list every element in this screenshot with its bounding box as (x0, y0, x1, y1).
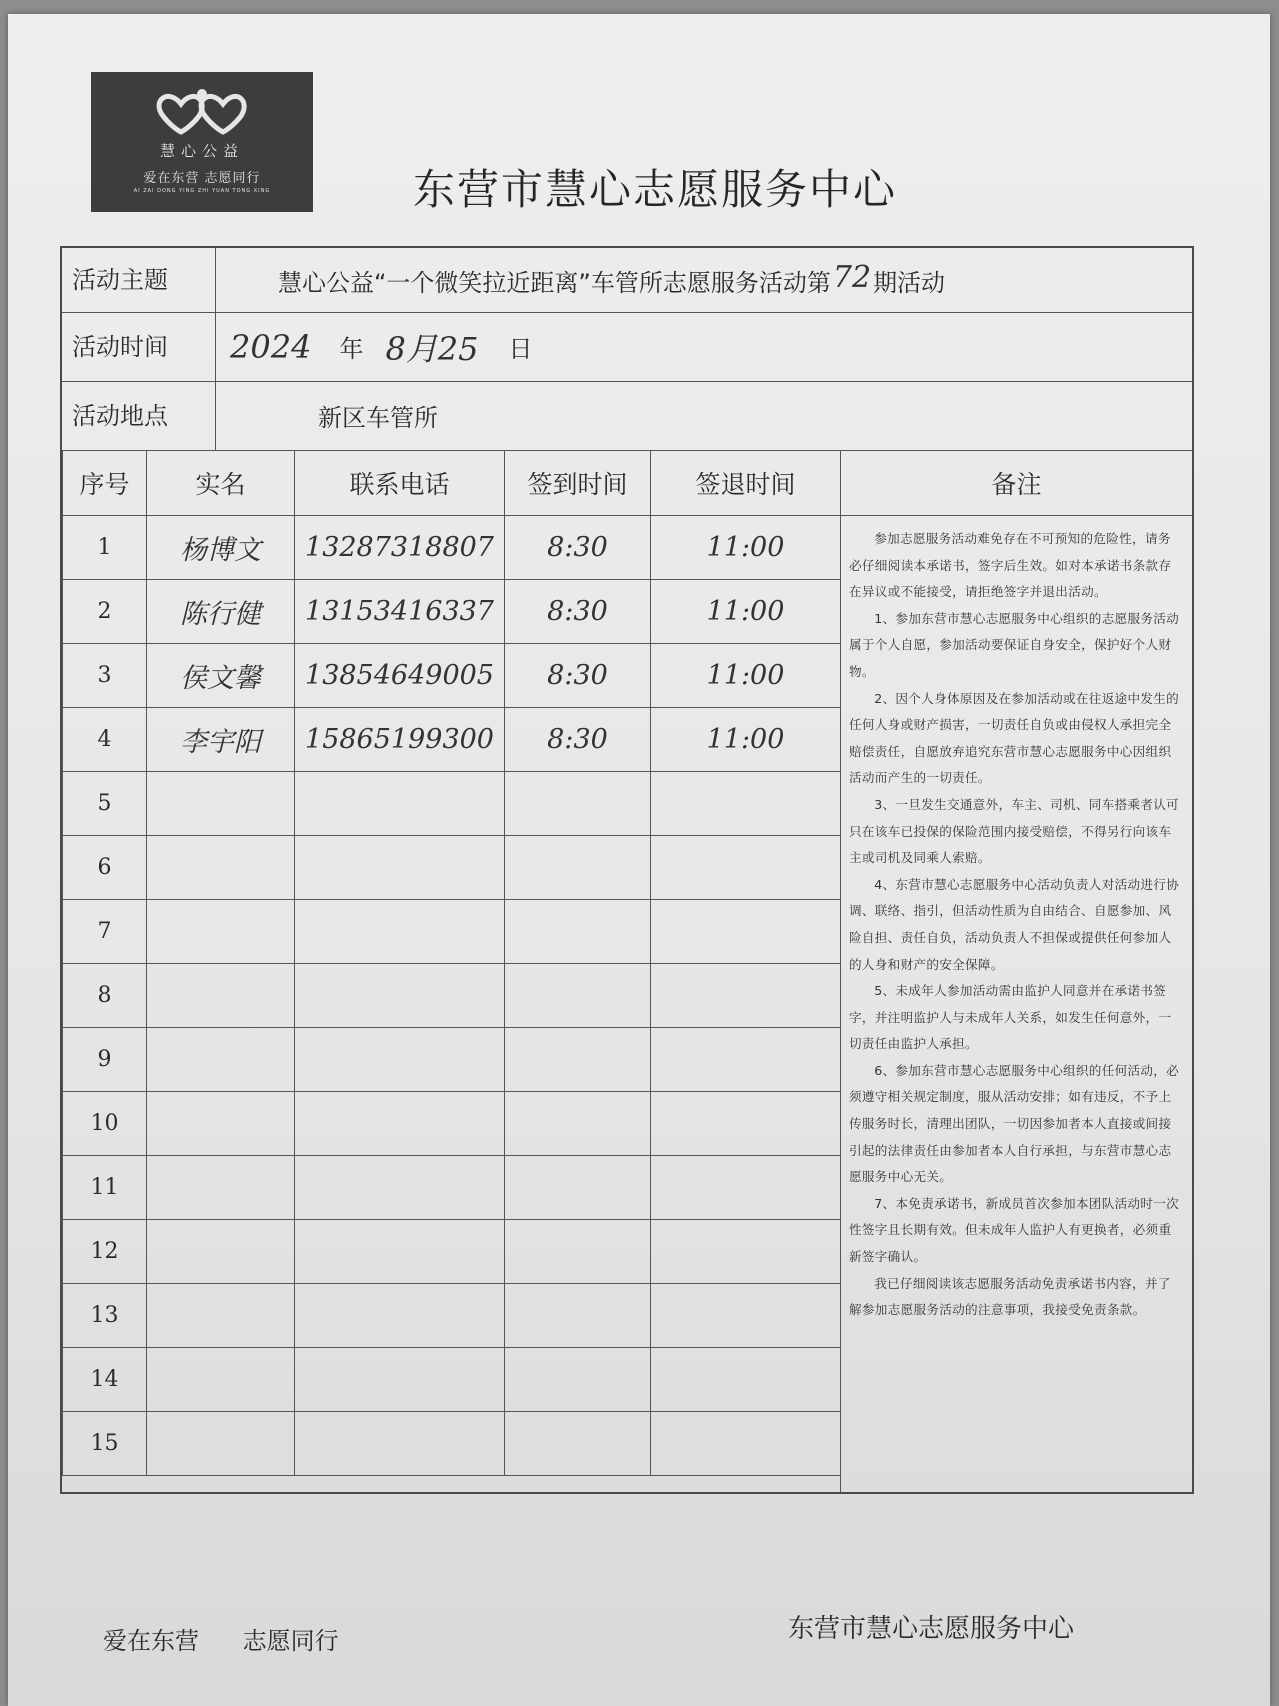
place-label: 活动地点 (62, 381, 216, 450)
signin-cell (505, 772, 651, 836)
theme-row (62, 248, 1192, 313)
disclaimer-paragraph: 6、参加东营市慧心志愿服务中心组织的任何活动，必须遵守相关规定制度，服从活动安排；如有违反，不予上传服务时长，清理出团队，一切因参加者本人直接或间接引起的法律责任由参加者本人自行承担，与东营市慧心志愿服务中心无关。 (849, 1062, 1180, 1185)
table-row (63, 1412, 841, 1476)
phone-cell (295, 836, 505, 900)
col-name: 实名 (147, 451, 295, 516)
logo-pinyin: AI ZAI DONG YING ZHI YUAN TONG XING (133, 188, 271, 194)
logo-slogan: 爱在东营 志愿同行 (143, 171, 261, 186)
disclaimer-paragraph: 2、因个人身体原因及在参加活动或在往返途中发生的任何人身或财产损害，一切责任自负或由侵权人承担完全赔偿责任，自愿放弃追究东营市慧心志愿服务中心因组织活动而产生的一切责任。 (849, 690, 1180, 786)
phone-cell (295, 1220, 505, 1284)
col-phone: 联系电话 (295, 451, 505, 516)
year-handwritten: 2024 (230, 327, 312, 366)
signin-cell (505, 836, 651, 900)
signin-cell: 8:30 (505, 516, 651, 580)
phone-cell: 13287318807 (295, 516, 505, 580)
row-number: 12 (63, 1220, 147, 1284)
table-row (63, 836, 841, 900)
signout-cell: 11:00 (651, 580, 841, 644)
signout-cell (651, 772, 841, 836)
phone-cell (295, 964, 505, 1028)
row-number: 4 (63, 708, 147, 772)
signout-cell: 11:00 (651, 516, 841, 580)
table-row (63, 708, 841, 772)
time-row (62, 312, 1192, 382)
signin-cell (505, 1220, 651, 1284)
name-cell: 侯文馨 (147, 644, 295, 708)
signout-cell (651, 1412, 841, 1476)
disclaimer-paragraph: 7、本免责承诺书，新成员首次参加本团队活动时一次性签字且长期有效。但未成年人监护人有更换者，必须重新签字确认。 (849, 1195, 1180, 1265)
place-value: 新区车管所 (318, 404, 438, 432)
phone-cell (295, 1156, 505, 1220)
table-header (63, 451, 841, 516)
table-row (63, 1220, 841, 1284)
table-row (63, 516, 841, 580)
signout-cell (651, 1348, 841, 1412)
footer-slogan: 爱在东营 志愿同行 (103, 1627, 339, 1655)
row-number: 8 (63, 964, 147, 1028)
table-row (63, 580, 841, 644)
row-number: 1 (63, 516, 147, 580)
name-cell (147, 772, 295, 836)
row-number: 11 (63, 1156, 147, 1220)
signin-cell: 8:30 (505, 580, 651, 644)
row-number: 13 (63, 1284, 147, 1348)
signin-cell: 8:30 (505, 708, 651, 772)
disclaimer-paragraph: 1、参加东营市慧心志愿服务中心组织的志愿服务活动属于个人自愿，参加活动要保证自身安全，保护好个人财物。 (849, 610, 1180, 679)
table-row (63, 1156, 841, 1220)
signin-cell (505, 1028, 651, 1092)
col-no: 序号 (63, 451, 147, 516)
logo-name: 慧心公益 (159, 142, 244, 160)
row-number: 7 (63, 900, 147, 964)
page-title: 东营市慧心志愿服务中心 (413, 165, 898, 214)
signout-cell (651, 964, 841, 1028)
signin-cell (505, 1156, 651, 1220)
disclaimer-text (841, 516, 1192, 1324)
phone-cell (295, 900, 505, 964)
time-label: 活动时间 (62, 312, 216, 381)
row-number: 10 (63, 1092, 147, 1156)
signout-cell: 11:00 (651, 644, 841, 708)
signout-cell (651, 1284, 841, 1348)
organization-logo (91, 72, 313, 212)
footer-organization: 东营市慧心志愿服务中心 (788, 1614, 1075, 1644)
row-number: 3 (63, 644, 147, 708)
table-row (63, 900, 841, 964)
name-cell (147, 1284, 295, 1348)
name-cell: 李宇阳 (147, 708, 295, 772)
signout-cell (651, 1092, 841, 1156)
disclaimer-paragraph: 4、东营市慧心志愿服务中心活动负责人对活动进行协调、联络、指引，但活动性质为自由结合、自愿参加、风险自担、责任自负，活动负责人不担保或提供任何参加人的人身和财产的安全保障。 (849, 876, 1180, 972)
signin-cell (505, 1348, 651, 1412)
table-row (63, 1092, 841, 1156)
table-row (63, 772, 841, 836)
name-cell (147, 836, 295, 900)
phone-cell (295, 1348, 505, 1412)
name-cell (147, 1092, 295, 1156)
date-handwritten: 8月25 (385, 329, 479, 368)
disclaimer-paragraph: 参加志愿服务活动难免存在不可预知的危险性，请务必仔细阅读本承诺书，签字后生效。如对本承诺书条款存在异议或不能接受，请拒绝签字并退出活动。 (849, 531, 1172, 600)
signin-cell (505, 1412, 651, 1476)
row-number: 15 (63, 1412, 147, 1476)
name-cell (147, 1028, 295, 1092)
phone-cell (295, 1028, 505, 1092)
name-cell: 杨博文 (147, 516, 295, 580)
name-cell (147, 1220, 295, 1284)
signout-cell (651, 1156, 841, 1220)
signin-cell (505, 900, 651, 964)
row-number: 9 (63, 1028, 147, 1092)
hearts-logo-icon (149, 86, 255, 136)
remarks-header: 备注 (841, 451, 1192, 516)
sign-in-form (60, 246, 1194, 1494)
disclaimer-paragraph: 我已仔细阅读该志愿服务活动免责承诺书内容，并了解参加志愿服务活动的注意事项，我接受免责条款。 (849, 1275, 1171, 1318)
signout-cell (651, 1220, 841, 1284)
signout-cell (651, 836, 841, 900)
signin-cell (505, 1092, 651, 1156)
name-cell (147, 964, 295, 1028)
table-row (63, 1348, 841, 1412)
name-cell: 陈行健 (147, 580, 295, 644)
col-signout: 签退时间 (651, 451, 841, 516)
signout-cell: 11:00 (651, 708, 841, 772)
phone-cell (295, 1412, 505, 1476)
signout-cell (651, 900, 841, 964)
col-signin: 签到时间 (505, 451, 651, 516)
signin-cell (505, 964, 651, 1028)
form-sheet (8, 14, 1270, 1706)
time-value: 2024 年 8月25 日 (216, 312, 1192, 381)
disclaimer-paragraph: 5、未成年人参加活动需由监护人同意并在承诺书签字，并注明监护人与未成年人关系，如发生任何意外，一切责任由监护人承担。 (849, 983, 1172, 1052)
disclaimer-paragraph: 3、一旦发生交通意外，车主、司机、同车搭乘者认可只在该车已投保的保险范围内接受赔偿，不得另行向该车主或司机及同乘人索赔。 (849, 796, 1180, 866)
signin-cell (505, 1284, 651, 1348)
table-row (63, 1028, 841, 1092)
name-cell (147, 1412, 295, 1476)
name-cell (147, 900, 295, 964)
place-row (62, 381, 1192, 450)
theme-label: 活动主题 (62, 248, 216, 312)
row-number: 5 (63, 772, 147, 836)
phone-cell (295, 1284, 505, 1348)
theme-number-handwritten: 72 (832, 259, 872, 295)
signout-cell (651, 1028, 841, 1092)
phone-cell: 13153416337 (295, 580, 505, 644)
table-row (63, 964, 841, 1028)
row-number: 6 (63, 836, 147, 900)
table-row (63, 1284, 841, 1348)
phone-cell (295, 1092, 505, 1156)
row-number: 2 (63, 580, 147, 644)
row-number: 14 (63, 1348, 147, 1412)
name-cell (147, 1156, 295, 1220)
remarks-panel (840, 450, 1192, 1492)
phone-cell (295, 772, 505, 836)
phone-cell: 15865199300 (295, 708, 505, 772)
volunteer-table (62, 450, 841, 1476)
signin-cell: 8:30 (505, 644, 651, 708)
table-row (63, 644, 841, 708)
phone-cell: 13854649005 (295, 644, 505, 708)
name-cell (147, 1348, 295, 1412)
theme-value: 慧心公益“一个微笑拉近距离”车管所志愿服务活动第 72 期活动 (278, 259, 946, 297)
